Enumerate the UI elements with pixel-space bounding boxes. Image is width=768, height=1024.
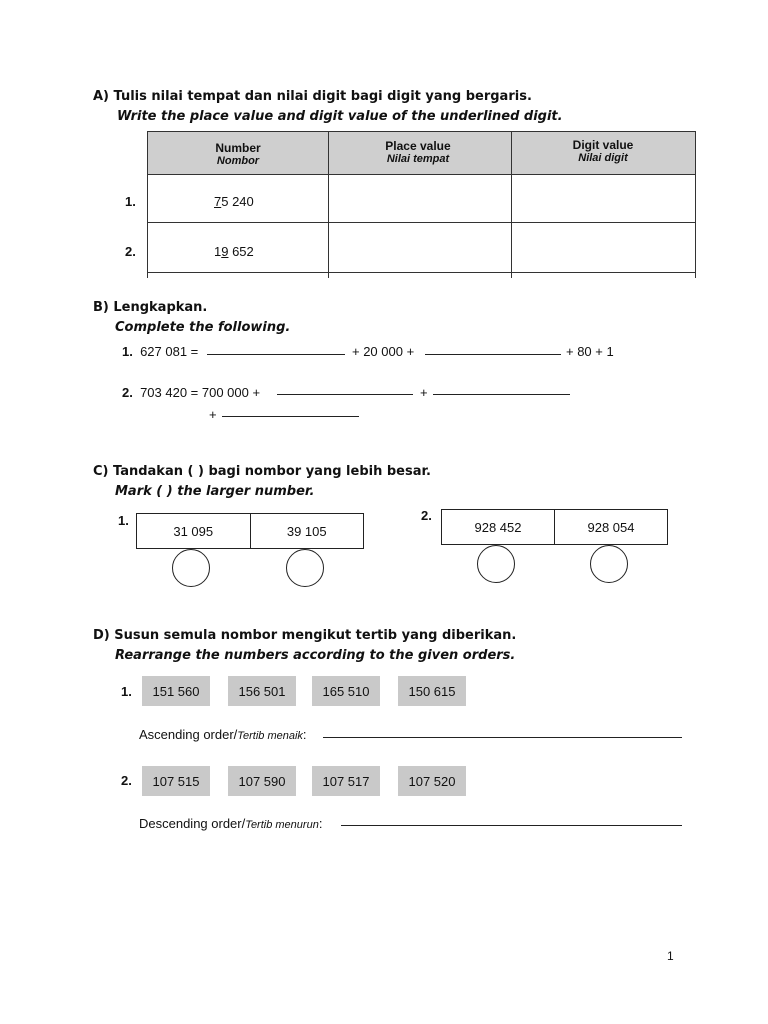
section-d-heading: D) Susun semula nombor mengikut tertib yang diberikan. (93, 628, 517, 643)
answer-blank[interactable] (222, 416, 359, 417)
b1-middle-term: + 20 000 + (352, 344, 415, 359)
tick-circle[interactable] (286, 549, 324, 587)
header-digit-value: Digit value Nilai digit (572, 138, 634, 164)
answer-blank[interactable] (341, 825, 682, 826)
compare-number: 31 095 (173, 523, 214, 539)
d2-label: 2. (121, 773, 132, 788)
place-value-table (147, 131, 696, 278)
question-b1: 1. 627 081 = (122, 344, 199, 359)
number-tile: 165 510 (312, 676, 380, 706)
page-number: 1 (667, 949, 674, 963)
table-row-1-label: 1. (125, 194, 136, 209)
b2-middle-term: + (420, 385, 428, 400)
table-row-2-number: 19 652 (214, 244, 254, 259)
b1-end-term: + 80 + 1 (566, 344, 614, 359)
number-tile: 107 515 (142, 766, 210, 796)
section-b-subheading: Complete the following. (115, 320, 291, 335)
table-row-1-number: 75 240 (214, 194, 254, 209)
header-number: Number Nombor (215, 141, 261, 167)
number-tile: 107 520 (398, 766, 466, 796)
tick-circle[interactable] (590, 545, 628, 583)
answer-blank[interactable] (425, 354, 561, 355)
answer-blank[interactable] (277, 394, 413, 395)
section-a-heading: A) Tulis nilai tempat dan nilai digit bagi digit yang bergaris. (93, 89, 532, 104)
compare-box-2 (441, 509, 668, 545)
compare-number: 928 054 (554, 510, 667, 544)
compare-number: 39 105 (250, 514, 364, 548)
ascending-order-label: Ascending order/Tertib menaik: (139, 727, 307, 742)
header-place-value: Place value Nilai tempat (385, 139, 451, 165)
table-row-2-label: 2. (125, 244, 136, 259)
answer-blank[interactable] (433, 394, 570, 395)
number-tile: 151 560 (142, 676, 210, 706)
section-c-subheading: Mark ( ) the larger number. (115, 484, 315, 499)
section-b-heading: B) Lengkapkan. (93, 300, 208, 315)
section-a-subheading: Write the place value and digit value of the underlined digit. (117, 109, 563, 124)
number-tile: 150 615 (398, 676, 466, 706)
section-c-heading: C) Tandakan ( ) bagi nombor yang lebih besar. (93, 464, 431, 479)
compare-number: 928 452 (474, 519, 522, 535)
b2-next-term: + (209, 407, 217, 422)
answer-blank[interactable] (207, 354, 345, 355)
descending-order-label: Descending order/Tertib menurun: (139, 816, 323, 831)
d1-label: 1. (121, 684, 132, 699)
tick-circle[interactable] (172, 549, 210, 587)
compare-box-1 (136, 513, 364, 549)
number-tile: 156 501 (228, 676, 296, 706)
tick-circle[interactable] (477, 545, 515, 583)
answer-blank[interactable] (323, 737, 682, 738)
section-d-subheading: Rearrange the numbers according to the given orders. (115, 648, 516, 663)
question-b2: 2. 703 420 = 700 000 + (122, 385, 261, 400)
c1-label: 1. (118, 513, 129, 528)
number-tile: 107 517 (312, 766, 380, 796)
c2-label: 2. (421, 508, 432, 523)
number-tile: 107 590 (228, 766, 296, 796)
